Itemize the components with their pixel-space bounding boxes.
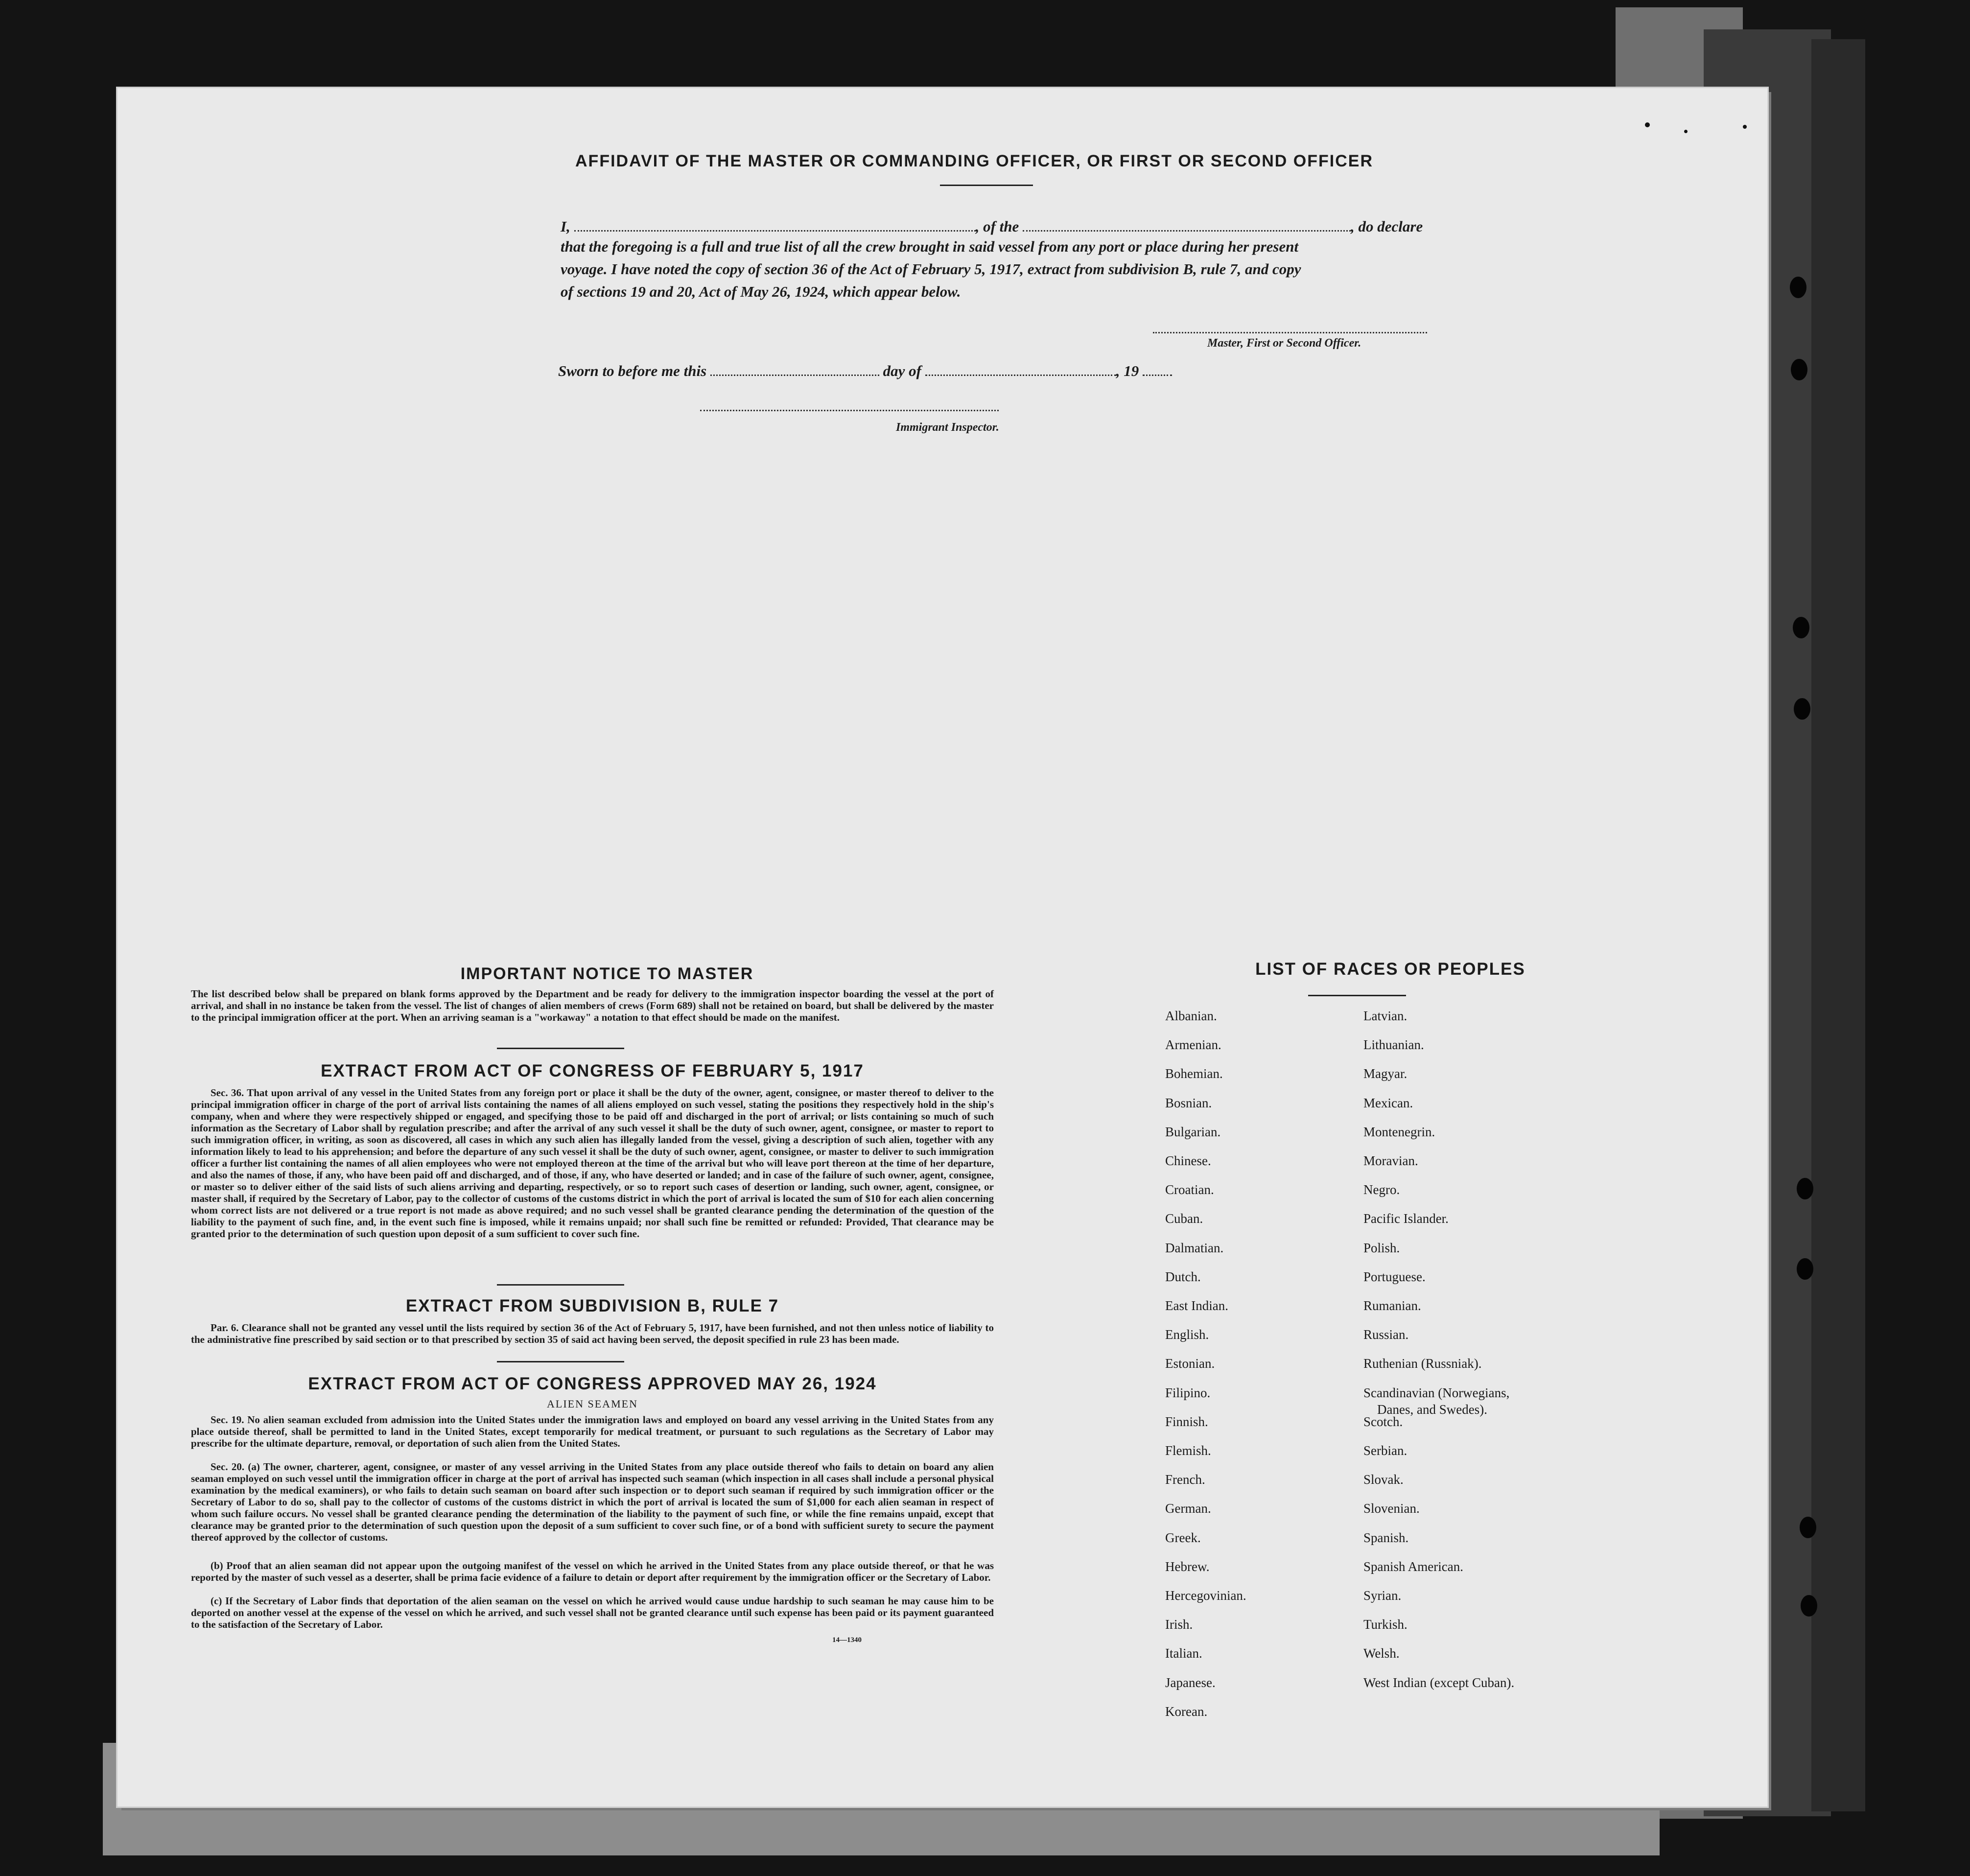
race-item: Estonian.: [1165, 1356, 1215, 1371]
do-declare-text: , do declare: [1351, 218, 1423, 235]
race-item: Flemish.: [1165, 1443, 1211, 1458]
race-item: Slovak.: [1363, 1472, 1404, 1487]
race-item: Chinese.: [1165, 1153, 1211, 1168]
race-item: Rumanian.: [1363, 1298, 1421, 1313]
ink-speck: [1684, 130, 1688, 133]
punch-hole: [1793, 617, 1809, 638]
extract-1924-title: EXTRACT FROM ACT OF CONGRESS APPROVED MAY 26, 1924: [308, 1374, 877, 1393]
race-item: Bulgarian.: [1165, 1125, 1221, 1139]
race-item: Dutch.: [1165, 1269, 1201, 1284]
affidavit-title: AFFIDAVIT OF THE MASTER OR COMMANDING OFFICER, OR FIRST OR SECOND OFFICER: [575, 152, 1373, 170]
notice-text: The list described below shall be prepared on blank forms approved by the Department and be ready for delivery to the immigration inspector boarding the vessel at the port of arrival, and shall in no instance be taken from the vessel. The list of changes of alien members of crews (Form 689) shall not be retained on board, but shall be delivered by the master to the principal immigration officer at the port. When an arriving seaman is a "workaway" a notation to that effect should be made on the manifest.: [191, 988, 994, 1023]
race-item: Korean.: [1165, 1704, 1208, 1719]
master-signature-blank[interactable]: [1153, 332, 1427, 333]
race-item: Filipino.: [1165, 1385, 1211, 1400]
race-item: Latvian.: [1363, 1008, 1407, 1023]
punch-hole: [1791, 359, 1807, 380]
race-item: Spanish American.: [1363, 1559, 1463, 1574]
sworn-day-blank[interactable]: [710, 360, 879, 376]
race-item: Welsh.: [1363, 1646, 1400, 1661]
background-sheet: [1811, 39, 1865, 1811]
race-item: Hebrew.: [1165, 1559, 1210, 1574]
race-item: Serbian.: [1363, 1443, 1407, 1458]
race-item: Polish.: [1363, 1241, 1400, 1255]
race-item: Greek.: [1165, 1530, 1201, 1545]
race-item: German.: [1165, 1501, 1211, 1516]
section-20c-text: (c) If the Secretary of Labor finds that deportation of the alien seaman on the vessel on which he arrived would cause undue hardship to such seaman he may cause him to be deported on another vessel at the expense of the vessel on which he arrived, and such vessel shall not be granted clearance until such expense has been paid or its payment guaranteed to the satisfaction of the Secretary of Labor.: [191, 1595, 994, 1630]
document-page: [117, 88, 1767, 1806]
divider: [1308, 995, 1406, 996]
race-item: Pacific Islander.: [1363, 1211, 1449, 1226]
sworn-month-blank[interactable]: [925, 360, 1116, 376]
punch-hole: [1801, 1595, 1817, 1617]
races-title: LIST OF RACES OR PEOPLES: [1255, 960, 1525, 979]
race-item: Finnish.: [1165, 1414, 1208, 1429]
race-item: Dalmatian.: [1165, 1241, 1224, 1255]
of-the-text: , of the: [975, 218, 1019, 235]
divider: [497, 1048, 624, 1049]
affidavit-line-2: that the foregoing is a full and true list of all the crew brought in said vessel from any port or place during her present: [561, 238, 1299, 255]
alien-seamen-subtitle: ALIEN SEAMEN: [547, 1398, 638, 1410]
race-item: Albanian.: [1165, 1008, 1217, 1023]
form-number: 14—1340: [832, 1636, 862, 1644]
extract-1917-text: Sec. 36. That upon arrival of any vessel in the United States from any foreign port or place it shall be the duty of the owner, agent, consignee, or master thereof to deliver to the principal immigration officer in charge of the port of arrival lists containing the names of all aliens employed on such vessel, stating the positions they respectively hold in the ship's company, when and where they were respectively shipped or engaged, and specifying those to be paid off and discharged in the port of arrival; or lists containing so much of such information as the Secretary of Labor shall by regulation prescribe; and after the arrival of any such vessel it shall be the duty of such owner, agent, consignee, or master to report to such immigration officer, in writing, as soon as discovered, all cases in which any such alien has illegally landed from the vessel, giving a description of such alien, together with any information likely to lead to his apprehension; and before the departure of any such vessel it shall be the duty of such owner, agent, consignee, or master to deliver to such immigration officer a further list containing the names of all alien employees who were not employed thereon at the time of the arrival but who will leave port thereon at the time of her departure, and also the names of those, if any, who have been paid off and discharged, and of those, if any, who have deserted or landed; and in case of the failure of such owner, agent, consignee, or master so to deliver either of the said lists of such aliens arriving and departing, respectively, or so to report such cases of desertion or landing, such owner, agent, consignee, or master shall, if required by the Secretary of Labor, pay to the collector of customs of the customs district in which the port of arrival is located the sum of $10 for each alien concerning whom correct lists are not delivered or a true report is not made as above required; and no such vessel shall be granted clearance pending the determination of the question of the liability to the payment of such fine, and, in the event such fine is imposed, while it remains unpaid; nor shall such fine be remitted or refunded: Provided, That clearance may be granted prior to the determination of such question upon deposit of a sum sufficient to cover such fine.: [191, 1087, 994, 1240]
race-item: Russian.: [1363, 1327, 1409, 1342]
race-item: East Indian.: [1165, 1298, 1228, 1313]
vessel-name-blank[interactable]: [1023, 215, 1351, 232]
race-item: Scotch.: [1363, 1414, 1403, 1429]
section-19-text: Sec. 19. No alien seaman excluded from admission into the United States under the immigration laws and employed on board any vessel arriving in the United States from any place outside thereof, shall be permitted to land in the United States, except temporarily for medical treatment, or pursuant to such regulations as the Secretary of Labor may prescribe for the ultimate departure, removal, or deportation of such alien from the United States.: [191, 1414, 994, 1449]
divider: [497, 1361, 624, 1362]
affidavit-declaration-line: [561, 215, 1584, 235]
race-item: Moravian.: [1363, 1153, 1418, 1168]
race-item: Bosnian.: [1165, 1096, 1212, 1110]
affidavit-line-3: voyage. I have noted the copy of section 36 of the Act of February 5, 1917, extract from subdivision B, rule 7, and copy: [561, 260, 1301, 278]
race-item: Danes, and Swedes).: [1377, 1402, 1487, 1417]
inspector-label: Immigrant Inspector.: [896, 421, 999, 434]
notice-title: IMPORTANT NOTICE TO MASTER: [460, 964, 754, 983]
race-item: Turkish.: [1363, 1617, 1407, 1632]
race-item: Croatian.: [1165, 1182, 1214, 1197]
race-item: Scandinavian (Norwegians,: [1363, 1385, 1510, 1400]
extract-rule7-title: EXTRACT FROM SUBDIVISION B, RULE 7: [405, 1296, 779, 1315]
year-prefix: , 19: [1116, 362, 1139, 379]
divider: [497, 1284, 624, 1286]
race-item: French.: [1165, 1472, 1205, 1487]
race-item: Slovenian.: [1363, 1501, 1420, 1516]
race-item: Syrian.: [1363, 1588, 1402, 1603]
punch-hole: [1794, 698, 1810, 720]
ink-speck: [1743, 125, 1747, 129]
race-item: Ruthenian (Russniak).: [1363, 1356, 1482, 1371]
race-item: Irish.: [1165, 1617, 1193, 1632]
race-item: Japanese.: [1165, 1675, 1216, 1690]
punch-hole: [1790, 277, 1806, 298]
sworn-text: Sworn to before me this: [558, 362, 707, 379]
section-20a-text: Sec. 20. (a) The owner, charterer, agent, consignee, or master of any vessel arriving in the United States from any place outside thereof who fails to detain on board any alien seaman employed on such vessel until the immigration officer in charge at the port of arrival has inspected such seaman (which inspection in all cases shall include a personal physical examination by the medical examiners), or who fails to detain such seaman on board after such inspection or to deport such seaman if required by such immigration officer or the Secretary of Labor to do so, shall pay to the collector of customs of the customs district in which the port of arrival is located the sum of $1,000 for each alien seaman in respect of whom such failure occurs. No vessel shall be granted clearance pending the determination of the liability to the payment of such fine, or while the fine remains unpaid, except that clearance may be granted prior to the determination of such question upon the deposit of a sum sufficient to cover such fine, or of a bond with sufficient surety to secure the payment thereof approved by the collector of customs.: [191, 1461, 994, 1543]
extract-1917-title: EXTRACT FROM ACT OF CONGRESS OF FEBRUARY 5, 1917: [321, 1061, 864, 1080]
race-item: Bohemian.: [1165, 1066, 1223, 1081]
races-right-column: [1363, 1008, 1618, 1816]
race-item: Lithuanian.: [1363, 1037, 1424, 1052]
races-left-column: [1165, 1008, 1351, 1816]
race-item: Magyar.: [1363, 1066, 1407, 1081]
race-item: Mexican.: [1363, 1096, 1413, 1110]
ink-speck: [1645, 122, 1650, 127]
race-item: Cuban.: [1165, 1211, 1203, 1226]
race-item: Portuguese.: [1363, 1269, 1426, 1284]
race-item: Montenegrin.: [1363, 1125, 1435, 1139]
section-20b-text: (b) Proof that an alien seaman did not appear upon the outgoing manifest of the vessel on which he arrived in the United States from any place outside thereof, or that he was reported by the master of such vessel as a deserter, shall be prima facie evidence of a failure to detain or deport after requirement by the immigration officer or the Secretary of Labor.: [191, 1560, 994, 1583]
race-item: English.: [1165, 1327, 1209, 1342]
divider: [940, 185, 1033, 186]
affidavit-i: I,: [561, 218, 570, 235]
sworn-line: [558, 360, 1172, 380]
race-item: Italian.: [1165, 1646, 1202, 1661]
race-item: Hercegovinian.: [1165, 1588, 1246, 1603]
punch-hole: [1800, 1517, 1816, 1538]
inspector-signature-blank[interactable]: [700, 410, 999, 411]
master-name-blank[interactable]: [574, 215, 976, 232]
master-signature-label: Master, First or Second Officer.: [1207, 337, 1361, 350]
punch-hole: [1797, 1258, 1813, 1280]
race-item: West Indian (except Cuban).: [1363, 1675, 1515, 1690]
race-item: Negro.: [1363, 1182, 1400, 1197]
sworn-year-blank[interactable]: [1143, 360, 1172, 376]
day-of-text: day of: [883, 362, 921, 379]
extract-rule7-text: Par. 6. Clearance shall not be granted any vessel until the lists required by section 36 of the Act of February 5, 1917, have been furnished, and not then unless notice of liability to the administrative fine prescribed by said section or to that prescribed by section 35 of said act having been served, the deposit specified in rule 23 has been made.: [191, 1322, 994, 1345]
punch-hole: [1797, 1178, 1813, 1199]
race-item: Armenian.: [1165, 1037, 1221, 1052]
race-item: Spanish.: [1363, 1530, 1409, 1545]
affidavit-line-4: of sections 19 and 20, Act of May 26, 1924, which appear below.: [561, 283, 961, 300]
